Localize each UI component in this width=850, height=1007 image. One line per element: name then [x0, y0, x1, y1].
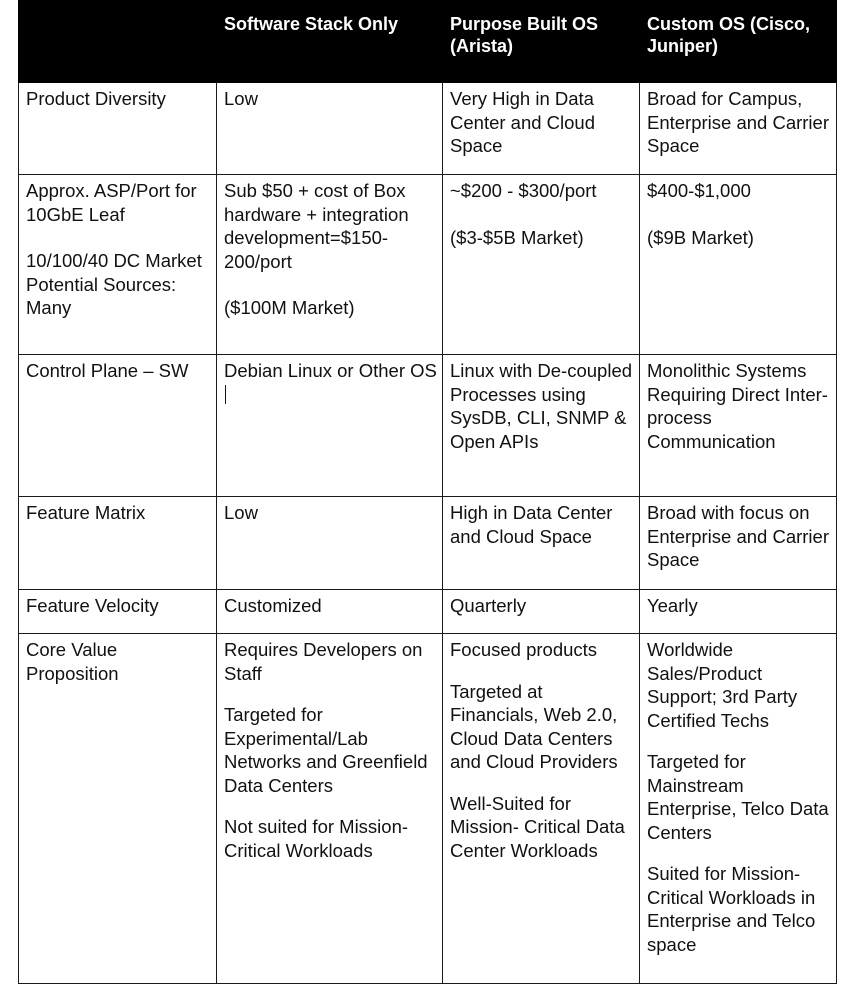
header-custom-os: Custom OS (Cisco, Juniper): [640, 1, 837, 83]
cell-custom-os: Yearly: [640, 590, 837, 634]
row-label-feature-matrix: Feature Matrix: [19, 497, 217, 590]
cell-custom-os: [640, 634, 837, 984]
cell-custom-os: [640, 175, 837, 355]
cell-software-stack: Low: [217, 83, 443, 175]
cell-purpose-built: [443, 175, 640, 355]
cell-paragraph: Not suited for Mission-Critical Workloads: [224, 816, 409, 861]
header-purpose-built-os: Purpose Built OS (Arista): [443, 1, 640, 83]
cell-text: Sub $50 + cost of Box hardware + integration development=$150-200/port: [224, 180, 409, 272]
cell-software-stack: [217, 175, 443, 355]
cell-software-stack: [217, 634, 443, 984]
cell-paragraph: Worldwide Sales/Product Support; 3rd Party Certified Techs: [647, 639, 798, 731]
cell-text: Debian Linux or Other OS: [224, 360, 437, 381]
header-row: [19, 1, 837, 83]
row-label-asp-port: [19, 175, 217, 355]
cell-paragraph: Targeted for Experimental/Lab Networks and Greenfield Data Centers: [224, 704, 428, 796]
table-row-feature-velocity: [19, 590, 837, 634]
row-label-feature-velocity: Feature Velocity: [19, 590, 217, 634]
cell-paragraph: Targeted at Financials, Web 2.0, Cloud Data Centers and Cloud Providers: [450, 680, 618, 772]
cell-paragraph: Focused products: [450, 639, 598, 660]
cell-paragraph: Suited for Mission-Critical Workloads in Enterprise and Telco space: [647, 863, 816, 955]
cell-text: $400-$1,000: [647, 180, 751, 201]
cell-purpose-built: High in Data Center and Cloud Space: [443, 497, 640, 590]
table-row-feature-matrix: [19, 497, 837, 590]
cell-custom-os: Broad for Campus, Enterprise and Carrier Space: [640, 83, 837, 175]
header-software-stack-only: Software Stack Only: [217, 1, 443, 83]
cell-paragraph: Well-Suited for Mission- Critical Data Center Workloads: [450, 792, 625, 861]
cell-purpose-built: Very High in Data Center and Cloud Space: [443, 83, 640, 175]
table-row-control-plane: [19, 355, 837, 497]
cell-market: ($3-$5B Market): [450, 226, 584, 248]
text-cursor: [225, 385, 226, 404]
cell-software-stack: Customized: [217, 590, 443, 634]
cell-purpose-built: Quarterly: [443, 590, 640, 634]
cell-custom-os: Broad with focus on Enterprise and Carrier Space: [640, 497, 837, 590]
cell-paragraph: Requires Developers on Staff: [224, 639, 423, 684]
row-label-product-diversity: Product Diversity: [19, 83, 217, 175]
cell-software-stack: Low: [217, 497, 443, 590]
cell-text: ~$200 - $300/port: [450, 180, 597, 201]
cell-purpose-built: [443, 634, 640, 984]
cell-custom-os: Monolithic Systems Requiring Direct Inter-process Communication: [640, 355, 837, 497]
row-label-control-plane: Control Plane – SW: [19, 355, 217, 497]
row-label-core-value: Core Value Proposition: [19, 634, 217, 984]
cell-market: ($9B Market): [647, 226, 754, 248]
cell-market: ($100M Market): [224, 297, 355, 318]
row-label-text: Approx. ASP/Port for 10GbE Leaf: [26, 180, 197, 225]
cell-purpose-built: Linux with De-coupled Processes using SysDB, CLI, SNMP & Open APIs: [443, 355, 640, 497]
header-corner: [19, 1, 217, 83]
table-row-core-value: [19, 634, 837, 984]
table-row-asp-port: [19, 175, 837, 355]
table-row-product-diversity: [19, 83, 837, 175]
cell-software-stack[interactable]: [217, 355, 443, 497]
cell-paragraph: Targeted for Mainstream Enterprise, Telco Data Centers: [647, 751, 829, 843]
comparison-table: [18, 0, 837, 984]
row-label-note: 10/100/40 DC Market Potential Sources: Many: [26, 250, 202, 318]
